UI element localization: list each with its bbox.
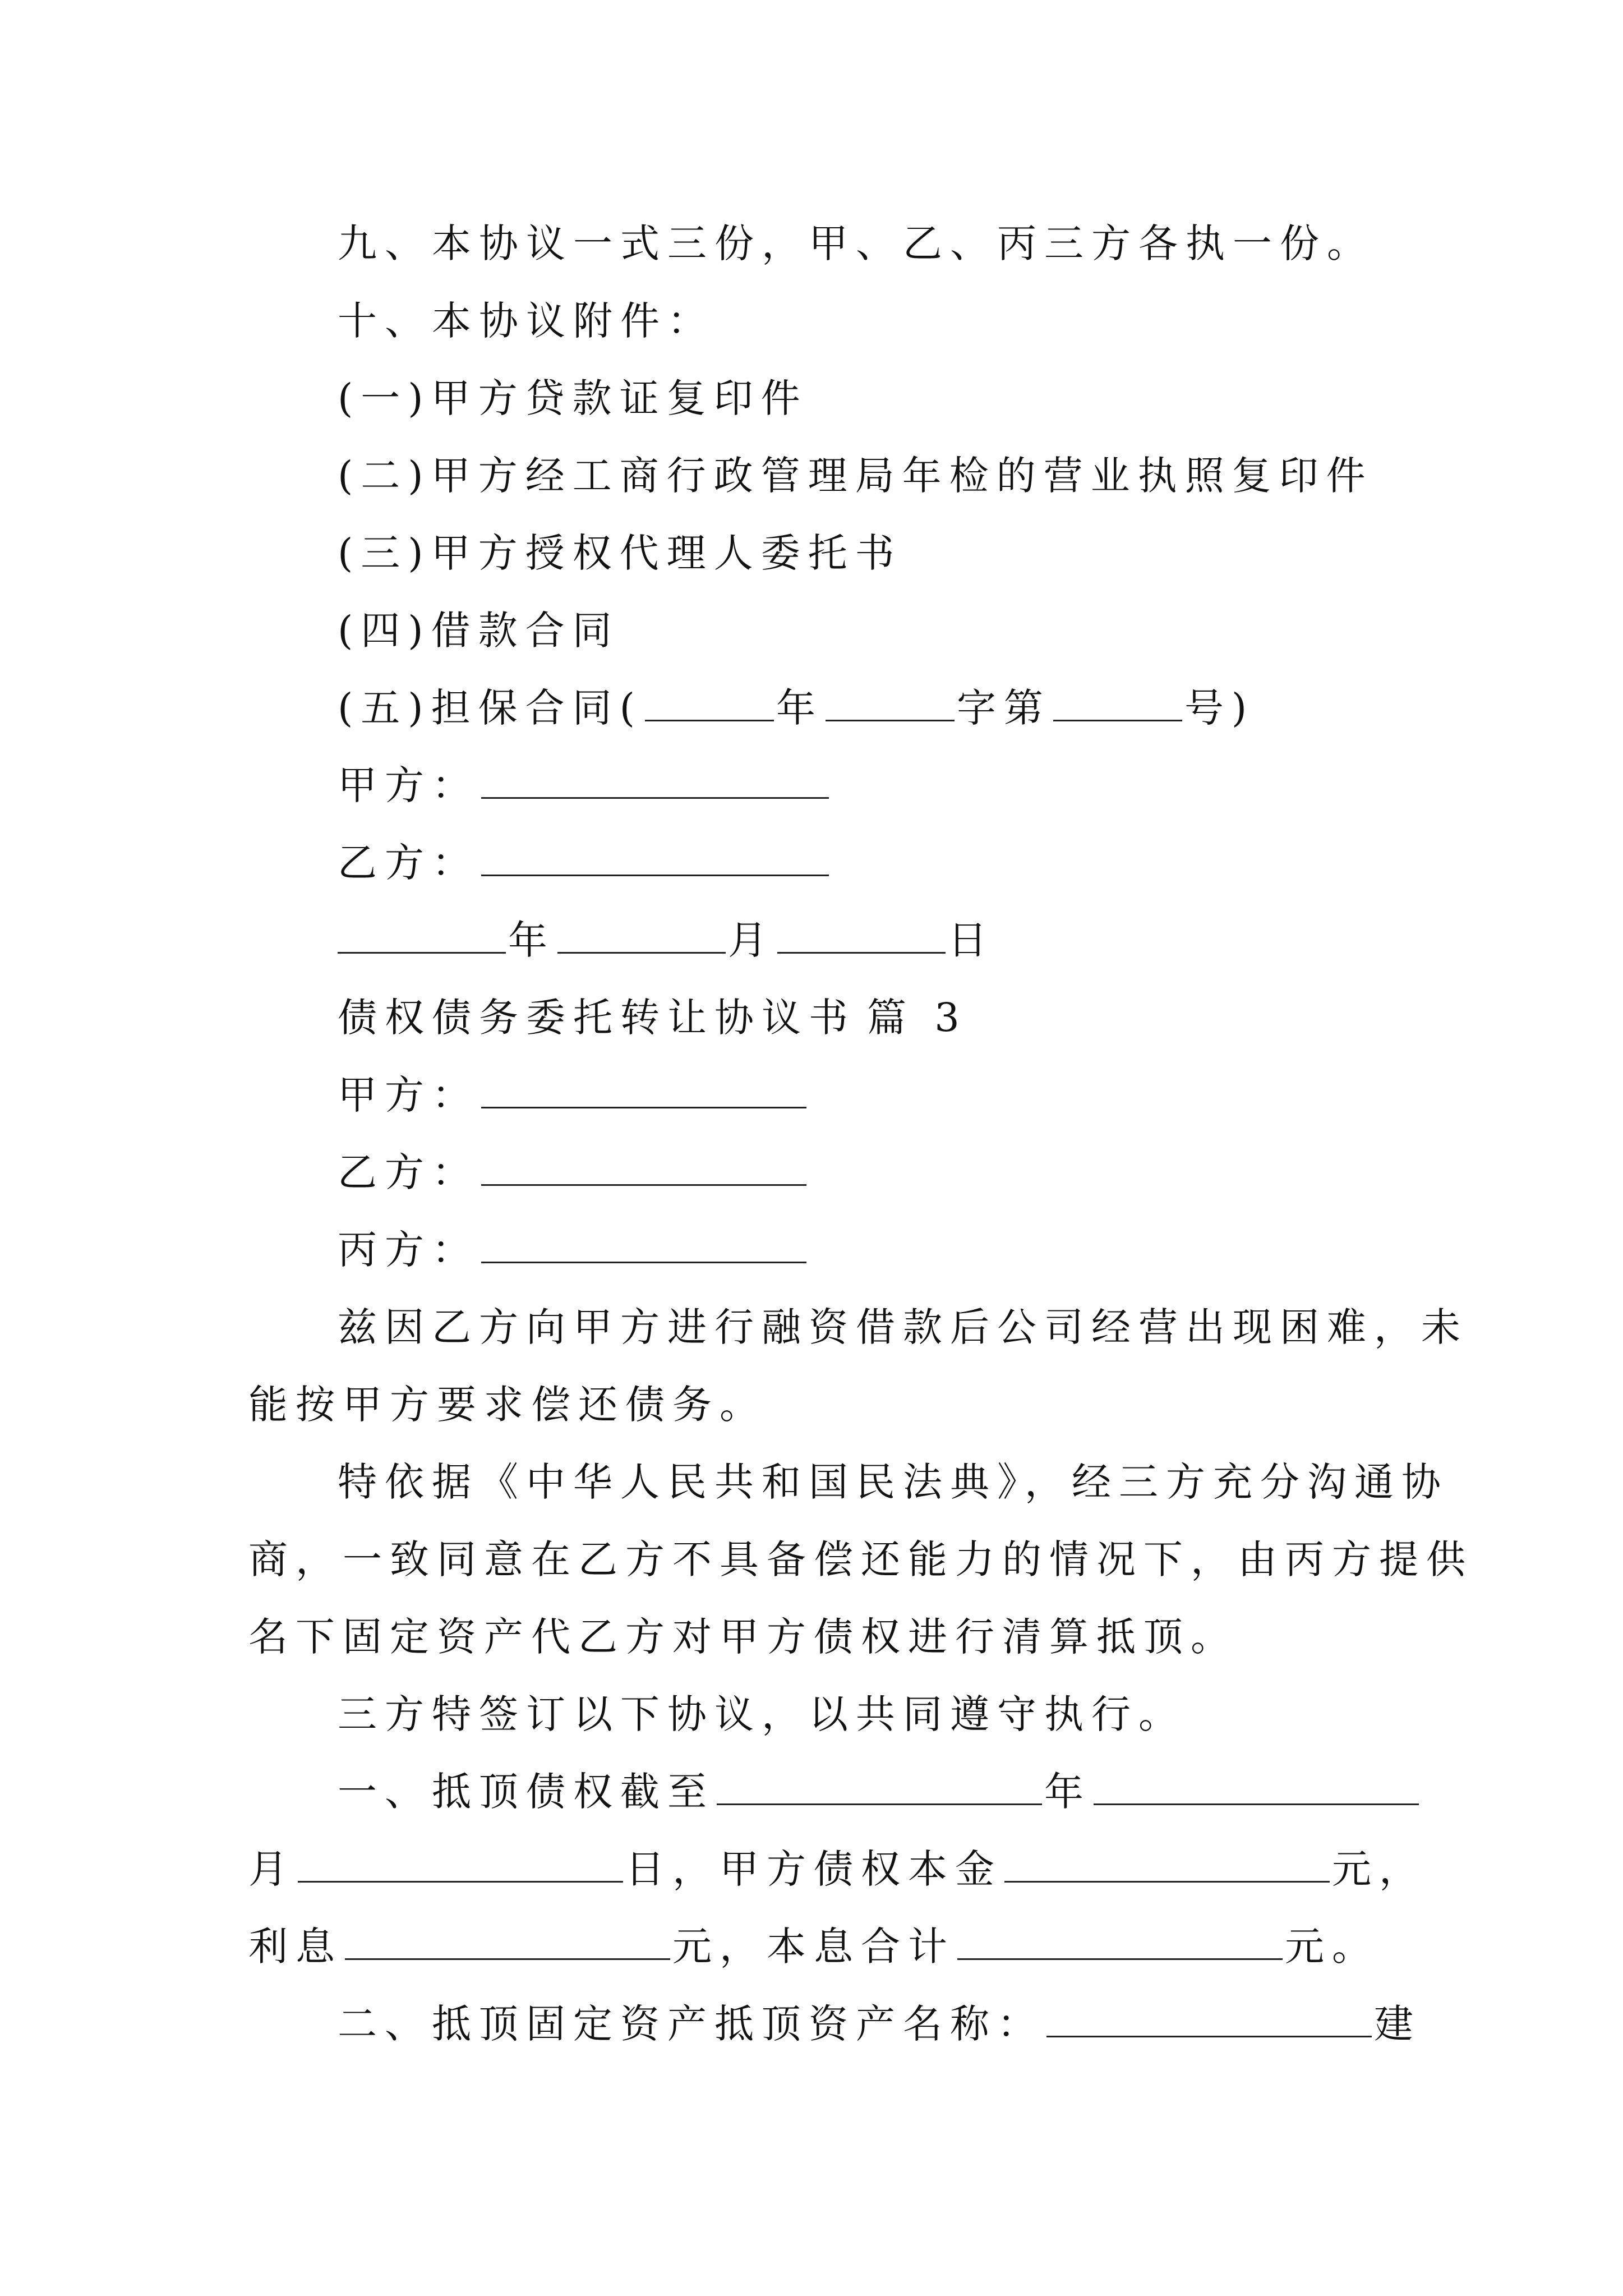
word-blank[interactable] xyxy=(826,720,955,721)
party-b-line xyxy=(338,1149,809,1196)
interest-blank[interactable] xyxy=(345,1958,670,1960)
clause-1-line-1 xyxy=(338,1768,1421,1815)
date-day-blank[interactable] xyxy=(777,952,946,954)
attachment-5-label: (五)担保合同( xyxy=(338,685,643,731)
party-a-line xyxy=(338,1071,809,1119)
clause-1-line-3 xyxy=(248,1923,1379,1970)
total-label: 元，本息合计 xyxy=(672,1924,955,1970)
total-blank[interactable] xyxy=(957,1958,1283,1960)
clause-1-line-2 xyxy=(248,1846,1426,1893)
clause-10: 十、本协议附件： xyxy=(338,298,714,344)
cutoff-month-blank[interactable] xyxy=(1094,1803,1419,1805)
clause-2-label: 二、抵顶固定资产抵顶资产名称： xyxy=(338,2001,1044,2047)
clause-9: 九、本协议一式三份，甲、乙、丙三方各执一份。 xyxy=(338,220,1374,266)
section-number: 篇 3 xyxy=(867,995,967,1041)
number-blank[interactable] xyxy=(1053,720,1182,721)
date-month-label: 月 xyxy=(728,917,775,963)
paragraph-line: 商，一致同意在乙方不具备偿还能力的情况下，由丙方提供 xyxy=(248,1536,1473,1582)
year-blank[interactable] xyxy=(645,720,774,721)
cutoff-year-blank[interactable] xyxy=(717,1803,1042,1805)
party-b-blank[interactable] xyxy=(481,875,829,876)
attachment-5 xyxy=(338,684,1255,731)
asset-name-blank[interactable] xyxy=(1046,2036,1372,2037)
principal-label: 日，甲方债权本金 xyxy=(625,1846,1002,1892)
party-b-label-2: 乙方： xyxy=(338,1149,479,1195)
number-label: 号) xyxy=(1184,685,1255,731)
interest-label: 利息 xyxy=(248,1924,343,1970)
paragraph-line: 名下固定资产代乙方对甲方债权进行清算抵顶。 xyxy=(248,1614,1238,1660)
principal-unit: 元， xyxy=(1332,1846,1426,1892)
party-b-label: 乙方： xyxy=(338,840,479,886)
paragraph-line: 特依据《中华人民共和国民法典》，经三方充分沟通协 xyxy=(338,1459,1449,1505)
attachment-1: (一)甲方贷款证复印件 xyxy=(338,375,808,421)
party-a-label-2: 甲方： xyxy=(338,1072,479,1118)
date-year-label: 年 xyxy=(508,917,555,963)
date-month-blank[interactable] xyxy=(557,952,726,954)
attachment-4: (四)借款合同 xyxy=(338,608,620,654)
total-unit: 元。 xyxy=(1285,1924,1379,1970)
attachment-2: (二)甲方经工商行政管理局年检的营业执照复印件 xyxy=(338,453,1373,499)
party-a-blank[interactable] xyxy=(481,797,829,799)
date-line xyxy=(338,917,995,964)
principal-blank[interactable] xyxy=(1004,1881,1330,1883)
party-a-signature xyxy=(338,762,831,809)
party-a-blank-2[interactable] xyxy=(481,1107,806,1108)
cutoff-day-blank[interactable] xyxy=(298,1881,623,1883)
party-c-line xyxy=(338,1226,809,1273)
year-label: 年 xyxy=(776,685,823,731)
party-c-label: 丙方： xyxy=(338,1227,479,1273)
month-label: 月 xyxy=(248,1846,296,1892)
date-day-label: 日 xyxy=(948,917,995,963)
date-year-blank[interactable] xyxy=(338,952,506,954)
paragraph-line: 三方特签订以下协议，以共同遵守执行。 xyxy=(338,1691,1186,1737)
paragraph-line: 能按甲方要求偿还债务。 xyxy=(248,1382,767,1428)
section-heading xyxy=(338,994,967,1041)
clause-1-label: 一、抵顶债权截至 xyxy=(338,1769,714,1815)
section-title: 债权债务委托转让协议书 xyxy=(338,995,856,1041)
clause-2-line xyxy=(338,2000,1421,2047)
paragraph-line: 兹因乙方向甲方进行融资借款后公司经营出现困难，未 xyxy=(338,1304,1468,1350)
attachment-3: (三)甲方授权代理人委托书 xyxy=(338,530,902,576)
clause-2-continuation: 建 xyxy=(1374,2001,1421,2047)
word-label: 字第 xyxy=(956,685,1051,731)
cutoff-year-label: 年 xyxy=(1044,1769,1091,1815)
party-b-signature xyxy=(338,839,831,886)
party-b-blank-2[interactable] xyxy=(481,1184,806,1186)
party-a-label: 甲方： xyxy=(338,762,479,808)
party-c-blank[interactable] xyxy=(481,1262,806,1263)
